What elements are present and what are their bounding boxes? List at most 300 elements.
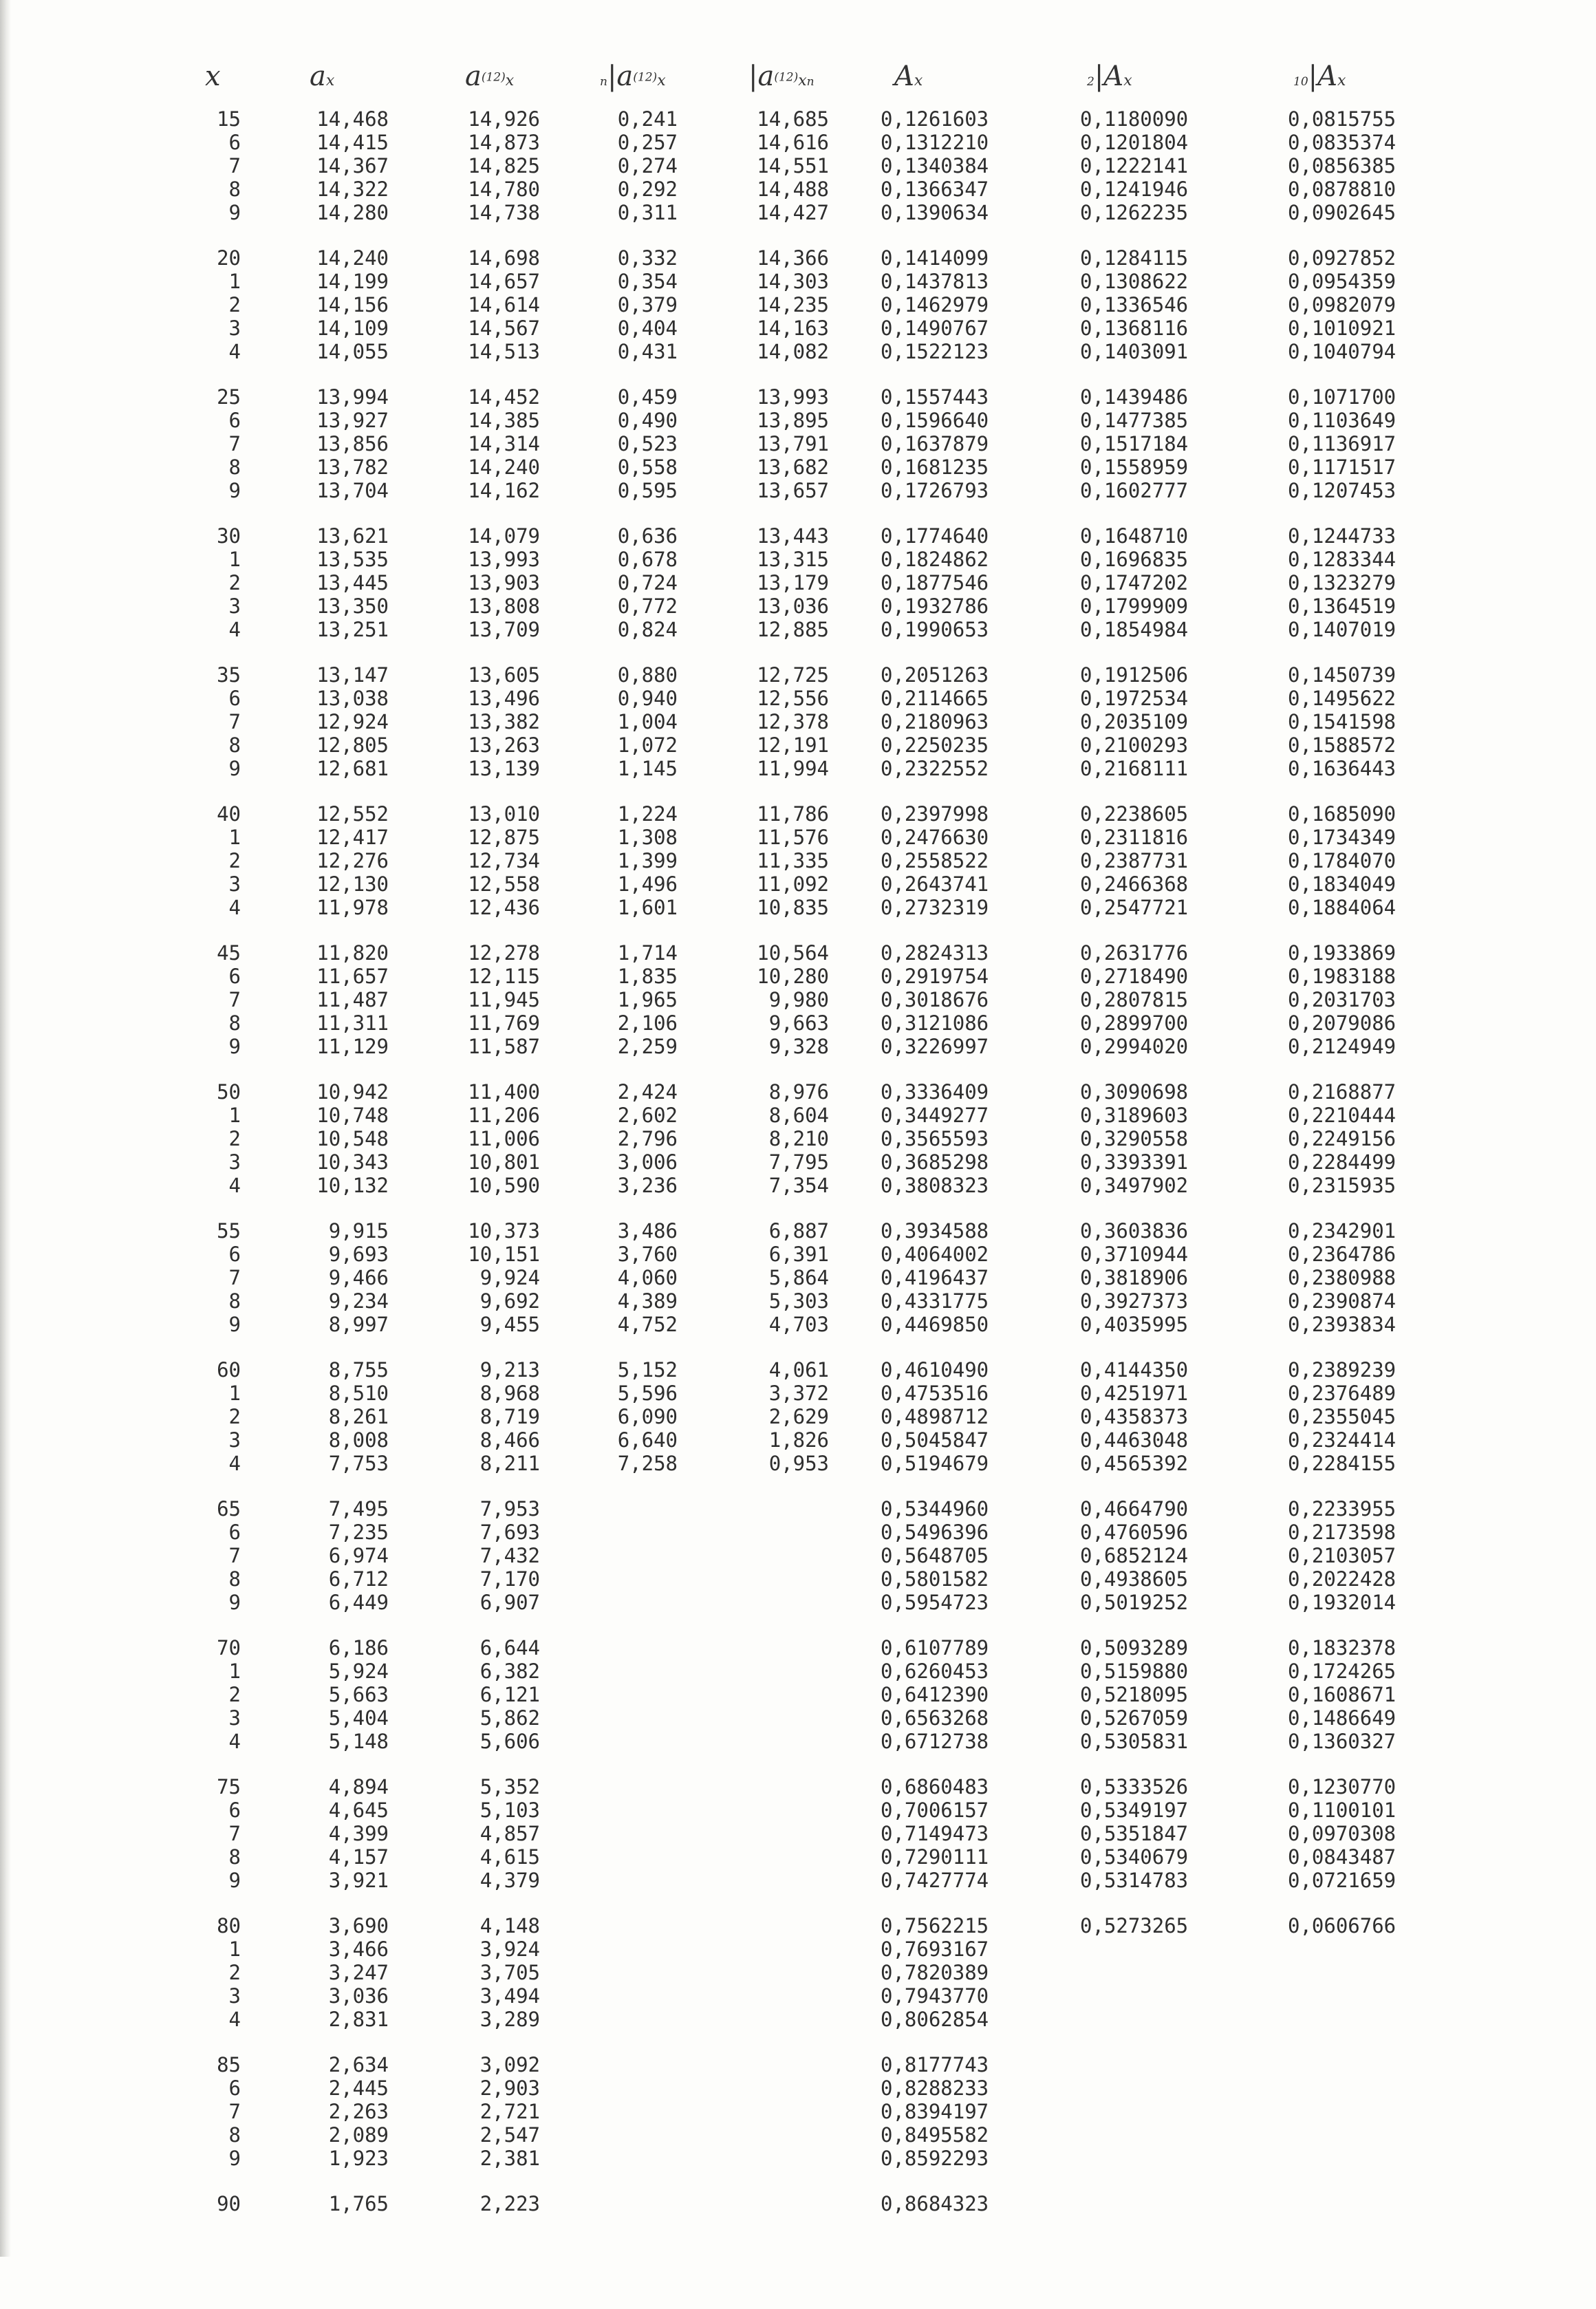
age-cell: 45 xyxy=(217,941,241,965)
age-cell: 15 xyxy=(217,107,241,131)
ax-cell: 5,924 xyxy=(328,1660,389,1683)
10-Ax-cell: 0,2249156 xyxy=(1288,1127,1396,1150)
ln-ax12-cell: 14,685 xyxy=(757,107,829,131)
ax12-cell: 14,079 xyxy=(468,524,540,548)
10-Ax-cell: 0,1171517 xyxy=(1288,455,1396,479)
table-row xyxy=(0,1243,1596,1266)
ax-cell: 10,548 xyxy=(316,1127,389,1150)
n-ax12-cell: 0,940 xyxy=(617,687,678,710)
table-row xyxy=(0,131,1596,154)
ln-ax12-cell: 14,488 xyxy=(757,178,829,201)
Ax-cell: 0,3336409 xyxy=(881,1080,989,1104)
ax-cell: 13,856 xyxy=(316,432,389,455)
age-cell: 25 xyxy=(217,385,241,409)
ax12-cell: 5,862 xyxy=(479,1706,540,1730)
table-row xyxy=(0,524,1596,548)
ln-ax12-cell: 11,786 xyxy=(757,802,829,826)
ax12-cell: 9,924 xyxy=(479,1266,540,1289)
10-Ax-cell: 0,2173598 xyxy=(1288,1521,1396,1544)
table-row xyxy=(0,1452,1596,1475)
2-Ax-cell: 0,2718490 xyxy=(1080,965,1189,988)
table-row xyxy=(0,1937,1596,1961)
table-row xyxy=(0,802,1596,826)
10-Ax-cell: 0,1724265 xyxy=(1288,1660,1396,1683)
table-row xyxy=(0,2008,1596,2031)
ln-ax12-cell: 4,703 xyxy=(768,1313,829,1336)
header-2A-pre: 2 xyxy=(1087,75,1094,89)
2-Ax-cell: 0,1972534 xyxy=(1080,687,1189,710)
10-Ax-cell: 0,1100101 xyxy=(1288,1798,1396,1822)
row-group xyxy=(0,1914,1596,2031)
2-Ax-cell: 0,5333526 xyxy=(1080,1775,1189,1798)
row-group xyxy=(0,1358,1596,1475)
header-A-sub: x xyxy=(914,72,923,89)
ax12-cell: 11,400 xyxy=(468,1080,540,1104)
10-Ax-cell: 0,2210444 xyxy=(1288,1104,1396,1127)
table-row xyxy=(0,1428,1596,1452)
ax-cell: 1,765 xyxy=(328,2192,389,2215)
header-10A-sub: x xyxy=(1337,72,1346,89)
n-ax12-cell: 0,241 xyxy=(617,107,678,131)
ax-cell: 12,805 xyxy=(316,733,389,757)
n-ax12-cell: 0,354 xyxy=(617,270,678,293)
ax12-cell: 14,162 xyxy=(468,479,540,502)
Ax-cell: 0,3808323 xyxy=(881,1174,989,1197)
Ax-cell: 0,6107789 xyxy=(881,1636,989,1660)
ax-cell: 10,748 xyxy=(316,1104,389,1127)
age-cell: 3 xyxy=(228,1428,241,1452)
table-row xyxy=(0,1080,1596,1104)
10-Ax-cell: 0,0927852 xyxy=(1288,246,1396,270)
ax12-cell: 4,148 xyxy=(479,1914,540,1937)
table-row xyxy=(0,154,1596,178)
table-row xyxy=(0,1775,1596,1798)
ax12-cell: 12,558 xyxy=(468,872,540,896)
10-Ax-cell: 0,1360327 xyxy=(1288,1730,1396,1753)
ln-ax12-cell: 12,725 xyxy=(757,663,829,687)
header-ax-main: a xyxy=(310,61,326,92)
age-cell: 3 xyxy=(228,1984,241,2008)
n-ax12-cell: 5,596 xyxy=(617,1382,678,1405)
header-A-main: A xyxy=(894,61,914,92)
table-row xyxy=(0,1984,1596,2008)
ax12-cell: 8,466 xyxy=(479,1428,540,1452)
table-row xyxy=(0,2192,1596,2215)
ax-cell: 6,712 xyxy=(328,1567,389,1591)
ax-cell: 13,621 xyxy=(316,524,389,548)
ax12-cell: 13,496 xyxy=(468,687,540,710)
ax12-cell: 6,644 xyxy=(479,1636,540,1660)
age-cell: 1 xyxy=(228,270,241,293)
table-row xyxy=(0,1869,1596,1892)
n-ax12-cell: 0,678 xyxy=(617,548,678,571)
10-Ax-cell: 0,0982079 xyxy=(1288,293,1396,316)
n-ax12-cell: 0,824 xyxy=(617,618,678,641)
10-Ax-cell: 0,1103649 xyxy=(1288,409,1396,432)
10-Ax-cell: 0,2022428 xyxy=(1288,1567,1396,1591)
Ax-cell: 0,1490767 xyxy=(881,316,989,340)
ax-cell: 13,782 xyxy=(316,455,389,479)
10-Ax-cell: 0,1040794 xyxy=(1288,340,1396,363)
n-ax12-cell: 0,311 xyxy=(617,201,678,224)
10-Ax-cell: 0,1230770 xyxy=(1288,1775,1396,1798)
Ax-cell: 0,5496396 xyxy=(881,1521,989,1544)
table-row xyxy=(0,1174,1596,1197)
ax-cell: 4,157 xyxy=(328,1845,389,1869)
age-cell: 8 xyxy=(228,1289,241,1313)
row-group xyxy=(0,663,1596,780)
age-cell: 8 xyxy=(228,1011,241,1035)
age-cell: 2 xyxy=(228,1127,241,1150)
10-Ax-cell: 0,2324414 xyxy=(1288,1428,1396,1452)
ax-cell: 8,997 xyxy=(328,1313,389,1336)
age-cell: 8 xyxy=(228,1567,241,1591)
2-Ax-cell: 0,1558959 xyxy=(1080,455,1189,479)
ax12-cell: 14,873 xyxy=(468,131,540,154)
ax12-cell: 6,907 xyxy=(479,1591,540,1614)
ax-cell: 3,036 xyxy=(328,1984,389,2008)
header-2-Ax xyxy=(1087,61,1190,106)
n-ax12-cell: 4,060 xyxy=(617,1266,678,1289)
ax12-cell: 11,006 xyxy=(468,1127,540,1150)
age-cell: 4 xyxy=(228,896,241,919)
ln-ax12-cell: 9,328 xyxy=(768,1035,829,1058)
age-cell: 6 xyxy=(228,1798,241,1822)
2-Ax-cell: 0,2899700 xyxy=(1080,1011,1189,1035)
ln-ax12-cell: 13,315 xyxy=(757,548,829,571)
age-cell: 1 xyxy=(228,548,241,571)
ln-ax12-cell: 1,826 xyxy=(768,1428,829,1452)
age-cell: 60 xyxy=(217,1358,241,1382)
table-row xyxy=(0,826,1596,849)
age-cell: 9 xyxy=(228,1591,241,1614)
ln-ax12-cell: 7,795 xyxy=(768,1150,829,1174)
ax12-cell: 12,115 xyxy=(468,965,540,988)
ln-ax12-cell: 12,191 xyxy=(757,733,829,757)
Ax-cell: 0,1261603 xyxy=(881,107,989,131)
header-ax12-main: a xyxy=(465,61,482,92)
n-ax12-cell: 2,602 xyxy=(617,1104,678,1127)
10-Ax-cell: 0,0721659 xyxy=(1288,1869,1396,1892)
n-ax12-cell: 3,236 xyxy=(617,1174,678,1197)
ln-ax12-cell: 2,629 xyxy=(768,1405,829,1428)
10-Ax-cell: 0,1588572 xyxy=(1288,733,1396,757)
2-Ax-cell: 0,5351847 xyxy=(1080,1822,1189,1845)
row-group xyxy=(0,941,1596,1058)
age-cell: 4 xyxy=(228,1452,241,1475)
n-ax12-cell: 0,523 xyxy=(617,432,678,455)
n-ax12-cell: 0,257 xyxy=(617,131,678,154)
10-Ax-cell: 0,1636443 xyxy=(1288,757,1396,780)
age-cell: 6 xyxy=(228,1521,241,1544)
table-row xyxy=(0,409,1596,432)
table-row xyxy=(0,2100,1596,2123)
10-Ax-cell: 0,2390874 xyxy=(1288,1289,1396,1313)
age-cell: 4 xyxy=(228,2008,241,2031)
ax-cell: 9,693 xyxy=(328,1243,389,1266)
age-cell: 65 xyxy=(217,1497,241,1521)
Ax-cell: 0,7290111 xyxy=(881,1845,989,1869)
table-row xyxy=(0,571,1596,594)
age-cell: 40 xyxy=(217,802,241,826)
2-Ax-cell: 0,1799909 xyxy=(1080,594,1189,618)
2-Ax-cell: 0,3393391 xyxy=(1080,1150,1189,1174)
ln-ax12-cell: 8,976 xyxy=(768,1080,829,1104)
table-row xyxy=(0,455,1596,479)
ax-cell: 11,820 xyxy=(316,941,389,965)
age-cell: 1 xyxy=(228,1660,241,1683)
table-row xyxy=(0,1497,1596,1521)
2-Ax-cell: 0,1854984 xyxy=(1080,618,1189,641)
Ax-cell: 0,3449277 xyxy=(881,1104,989,1127)
table-row xyxy=(0,1567,1596,1591)
ax12-cell: 7,693 xyxy=(479,1521,540,1544)
ln-ax12-cell: 6,391 xyxy=(768,1243,829,1266)
table-row xyxy=(0,1636,1596,1660)
ln-ax12-cell: 14,235 xyxy=(757,293,829,316)
table-row xyxy=(0,1544,1596,1567)
ax12-cell: 14,614 xyxy=(468,293,540,316)
ln-ax12-cell: 5,303 xyxy=(768,1289,829,1313)
ln-ax12-cell: 12,885 xyxy=(757,618,829,641)
ax-cell: 14,468 xyxy=(316,107,389,131)
ax-cell: 3,247 xyxy=(328,1961,389,1984)
age-cell: 1 xyxy=(228,1104,241,1127)
age-cell: 7 xyxy=(228,710,241,733)
ax-cell: 5,148 xyxy=(328,1730,389,1753)
10-Ax-cell: 0,0970308 xyxy=(1288,1822,1396,1845)
ax12-cell: 14,657 xyxy=(468,270,540,293)
table-row xyxy=(0,1289,1596,1313)
10-Ax-cell: 0,1010921 xyxy=(1288,316,1396,340)
Ax-cell: 0,1877546 xyxy=(881,571,989,594)
2-Ax-cell: 0,1284115 xyxy=(1080,246,1189,270)
ax-cell: 14,199 xyxy=(316,270,389,293)
2-Ax-cell: 0,5267059 xyxy=(1080,1706,1189,1730)
ax-cell: 9,234 xyxy=(328,1289,389,1313)
Ax-cell: 0,4898712 xyxy=(881,1405,989,1428)
ln-ax12-cell: 14,303 xyxy=(757,270,829,293)
n-ax12-cell: 3,486 xyxy=(617,1219,678,1243)
ax-cell: 8,510 xyxy=(328,1382,389,1405)
ax-cell: 12,130 xyxy=(316,872,389,896)
row-group xyxy=(0,107,1596,224)
n-ax12-cell: 0,772 xyxy=(617,594,678,618)
table-row xyxy=(0,1591,1596,1614)
2-Ax-cell: 0,4565392 xyxy=(1080,1452,1189,1475)
Ax-cell: 0,5954723 xyxy=(881,1591,989,1614)
table-row xyxy=(0,757,1596,780)
age-cell: 75 xyxy=(217,1775,241,1798)
ax12-cell: 14,567 xyxy=(468,316,540,340)
ax-cell: 1,923 xyxy=(328,2147,389,2170)
table-row xyxy=(0,896,1596,919)
ax12-cell: 7,170 xyxy=(479,1567,540,1591)
age-cell: 7 xyxy=(228,988,241,1011)
Ax-cell: 0,1390634 xyxy=(881,201,989,224)
table-row xyxy=(0,988,1596,1011)
ax12-cell: 9,692 xyxy=(479,1289,540,1313)
ax-cell: 4,894 xyxy=(328,1775,389,1798)
2-Ax-cell: 0,5314783 xyxy=(1080,1869,1189,1892)
Ax-cell: 0,1366347 xyxy=(881,178,989,201)
table-row xyxy=(0,1798,1596,1822)
2-Ax-cell: 0,3927373 xyxy=(1080,1289,1189,1313)
Ax-cell: 0,1340384 xyxy=(881,154,989,178)
header-ln-main: |a xyxy=(748,61,775,92)
ax12-cell: 10,151 xyxy=(468,1243,540,1266)
table-row xyxy=(0,941,1596,965)
Ax-cell: 0,6712738 xyxy=(881,1730,989,1753)
ax-cell: 10,343 xyxy=(316,1150,389,1174)
Ax-cell: 0,2397998 xyxy=(881,802,989,826)
ln-ax12-cell: 10,835 xyxy=(757,896,829,919)
Ax-cell: 0,2919754 xyxy=(881,965,989,988)
ax12-cell: 11,587 xyxy=(468,1035,540,1058)
2-Ax-cell: 0,3497902 xyxy=(1080,1174,1189,1197)
header-2A-sub: x xyxy=(1123,72,1132,89)
age-cell: 6 xyxy=(228,965,241,988)
Ax-cell: 0,7149473 xyxy=(881,1822,989,1845)
ax-cell: 7,235 xyxy=(328,1521,389,1544)
ax-cell: 12,681 xyxy=(316,757,389,780)
ln-ax12-cell: 12,378 xyxy=(757,710,829,733)
ax12-cell: 8,211 xyxy=(479,1452,540,1475)
age-cell: 2 xyxy=(228,1683,241,1706)
Ax-cell: 0,3934588 xyxy=(881,1219,989,1243)
header-ln-sup: (12) xyxy=(774,70,799,85)
2-Ax-cell: 0,4463048 xyxy=(1080,1428,1189,1452)
ax-cell: 14,415 xyxy=(316,131,389,154)
ax12-cell: 8,968 xyxy=(479,1382,540,1405)
ax12-cell: 7,953 xyxy=(479,1497,540,1521)
2-Ax-cell: 0,1308622 xyxy=(1080,270,1189,293)
age-cell: 70 xyxy=(217,1636,241,1660)
age-cell: 2 xyxy=(228,849,241,872)
ax-cell: 14,240 xyxy=(316,246,389,270)
ax-cell: 11,978 xyxy=(316,896,389,919)
age-cell: 30 xyxy=(217,524,241,548)
10-Ax-cell: 0,1734349 xyxy=(1288,826,1396,849)
2-Ax-cell: 0,1696835 xyxy=(1080,548,1189,571)
age-cell: 1 xyxy=(228,1382,241,1405)
ax-cell: 2,445 xyxy=(328,2076,389,2100)
2-Ax-cell: 0,1648710 xyxy=(1080,524,1189,548)
2-Ax-cell: 0,2168111 xyxy=(1080,757,1189,780)
ax12-cell: 14,926 xyxy=(468,107,540,131)
age-cell: 50 xyxy=(217,1080,241,1104)
ax12-cell: 10,801 xyxy=(468,1150,540,1174)
ax12-cell: 11,945 xyxy=(468,988,540,1011)
2-Ax-cell: 0,2547721 xyxy=(1080,896,1189,919)
ax12-cell: 5,352 xyxy=(479,1775,540,1798)
2-Ax-cell: 0,3710944 xyxy=(1080,1243,1189,1266)
ax12-cell: 14,314 xyxy=(468,432,540,455)
2-Ax-cell: 0,1241946 xyxy=(1080,178,1189,201)
table-row xyxy=(0,594,1596,618)
ln-ax12-cell: 0,953 xyxy=(768,1452,829,1475)
n-ax12-cell: 0,459 xyxy=(617,385,678,409)
Ax-cell: 0,2643741 xyxy=(881,872,989,896)
header-ln-ax12 xyxy=(748,61,845,106)
ln-ax12-cell: 14,366 xyxy=(757,246,829,270)
Ax-cell: 0,1990653 xyxy=(881,618,989,641)
ln-ax12-cell: 11,576 xyxy=(757,826,829,849)
Ax-cell: 0,1414099 xyxy=(881,246,989,270)
table-row xyxy=(0,270,1596,293)
age-cell: 3 xyxy=(228,594,241,618)
2-Ax-cell: 0,1517184 xyxy=(1080,432,1189,455)
table-row xyxy=(0,1104,1596,1127)
n-ax12-cell: 1,399 xyxy=(617,849,678,872)
Ax-cell: 0,3685298 xyxy=(881,1150,989,1174)
row-group xyxy=(0,385,1596,502)
Ax-cell: 0,8062854 xyxy=(881,2008,989,2031)
ax12-cell: 2,721 xyxy=(479,2100,540,2123)
ax12-cell: 14,452 xyxy=(468,385,540,409)
ln-ax12-cell: 11,335 xyxy=(757,849,829,872)
table-row xyxy=(0,1035,1596,1058)
2-Ax-cell: 0,5273265 xyxy=(1080,1914,1189,1937)
Ax-cell: 0,8684323 xyxy=(881,2192,989,2215)
header-ax-sub: x xyxy=(325,72,335,89)
ax12-cell: 14,698 xyxy=(468,246,540,270)
10-Ax-cell: 0,0954359 xyxy=(1288,270,1396,293)
ln-ax12-cell: 4,061 xyxy=(768,1358,829,1382)
n-ax12-cell: 2,424 xyxy=(617,1080,678,1104)
age-cell: 3 xyxy=(228,1706,241,1730)
Ax-cell: 0,1437813 xyxy=(881,270,989,293)
ax-cell: 14,367 xyxy=(316,154,389,178)
table-row xyxy=(0,1219,1596,1243)
age-cell: 55 xyxy=(217,1219,241,1243)
Ax-cell: 0,5045847 xyxy=(881,1428,989,1452)
table-row xyxy=(0,1405,1596,1428)
ax-cell: 13,350 xyxy=(316,594,389,618)
2-Ax-cell: 0,2311816 xyxy=(1080,826,1189,849)
age-cell: 20 xyxy=(217,246,241,270)
ax-cell: 6,186 xyxy=(328,1636,389,1660)
header-ax xyxy=(310,61,399,106)
table-row xyxy=(0,246,1596,270)
10-Ax-cell: 0,2393834 xyxy=(1288,1313,1396,1336)
Ax-cell: 0,2558522 xyxy=(881,849,989,872)
table-row xyxy=(0,385,1596,409)
header-n-sub: x xyxy=(657,72,666,89)
2-Ax-cell: 0,6852124 xyxy=(1080,1544,1189,1567)
table-row xyxy=(0,1845,1596,1869)
age-cell: 8 xyxy=(228,1845,241,1869)
10-Ax-cell: 0,2031703 xyxy=(1288,988,1396,1011)
table-row xyxy=(0,2076,1596,2100)
header-n-sup: (12) xyxy=(633,70,658,85)
n-ax12-cell: 2,106 xyxy=(617,1011,678,1035)
Ax-cell: 0,4331775 xyxy=(881,1289,989,1313)
Ax-cell: 0,8177743 xyxy=(881,2053,989,2076)
2-Ax-cell: 0,5093289 xyxy=(1080,1636,1189,1660)
n-ax12-cell: 0,724 xyxy=(617,571,678,594)
2-Ax-cell: 0,1262235 xyxy=(1080,201,1189,224)
table-row xyxy=(0,2053,1596,2076)
header-x xyxy=(205,61,233,106)
ax-cell: 13,038 xyxy=(316,687,389,710)
age-cell: 4 xyxy=(228,618,241,641)
ax-cell: 13,704 xyxy=(316,479,389,502)
ax-cell: 6,974 xyxy=(328,1544,389,1567)
ax12-cell: 14,385 xyxy=(468,409,540,432)
ln-ax12-cell: 14,082 xyxy=(757,340,829,363)
2-Ax-cell: 0,4938605 xyxy=(1080,1567,1189,1591)
